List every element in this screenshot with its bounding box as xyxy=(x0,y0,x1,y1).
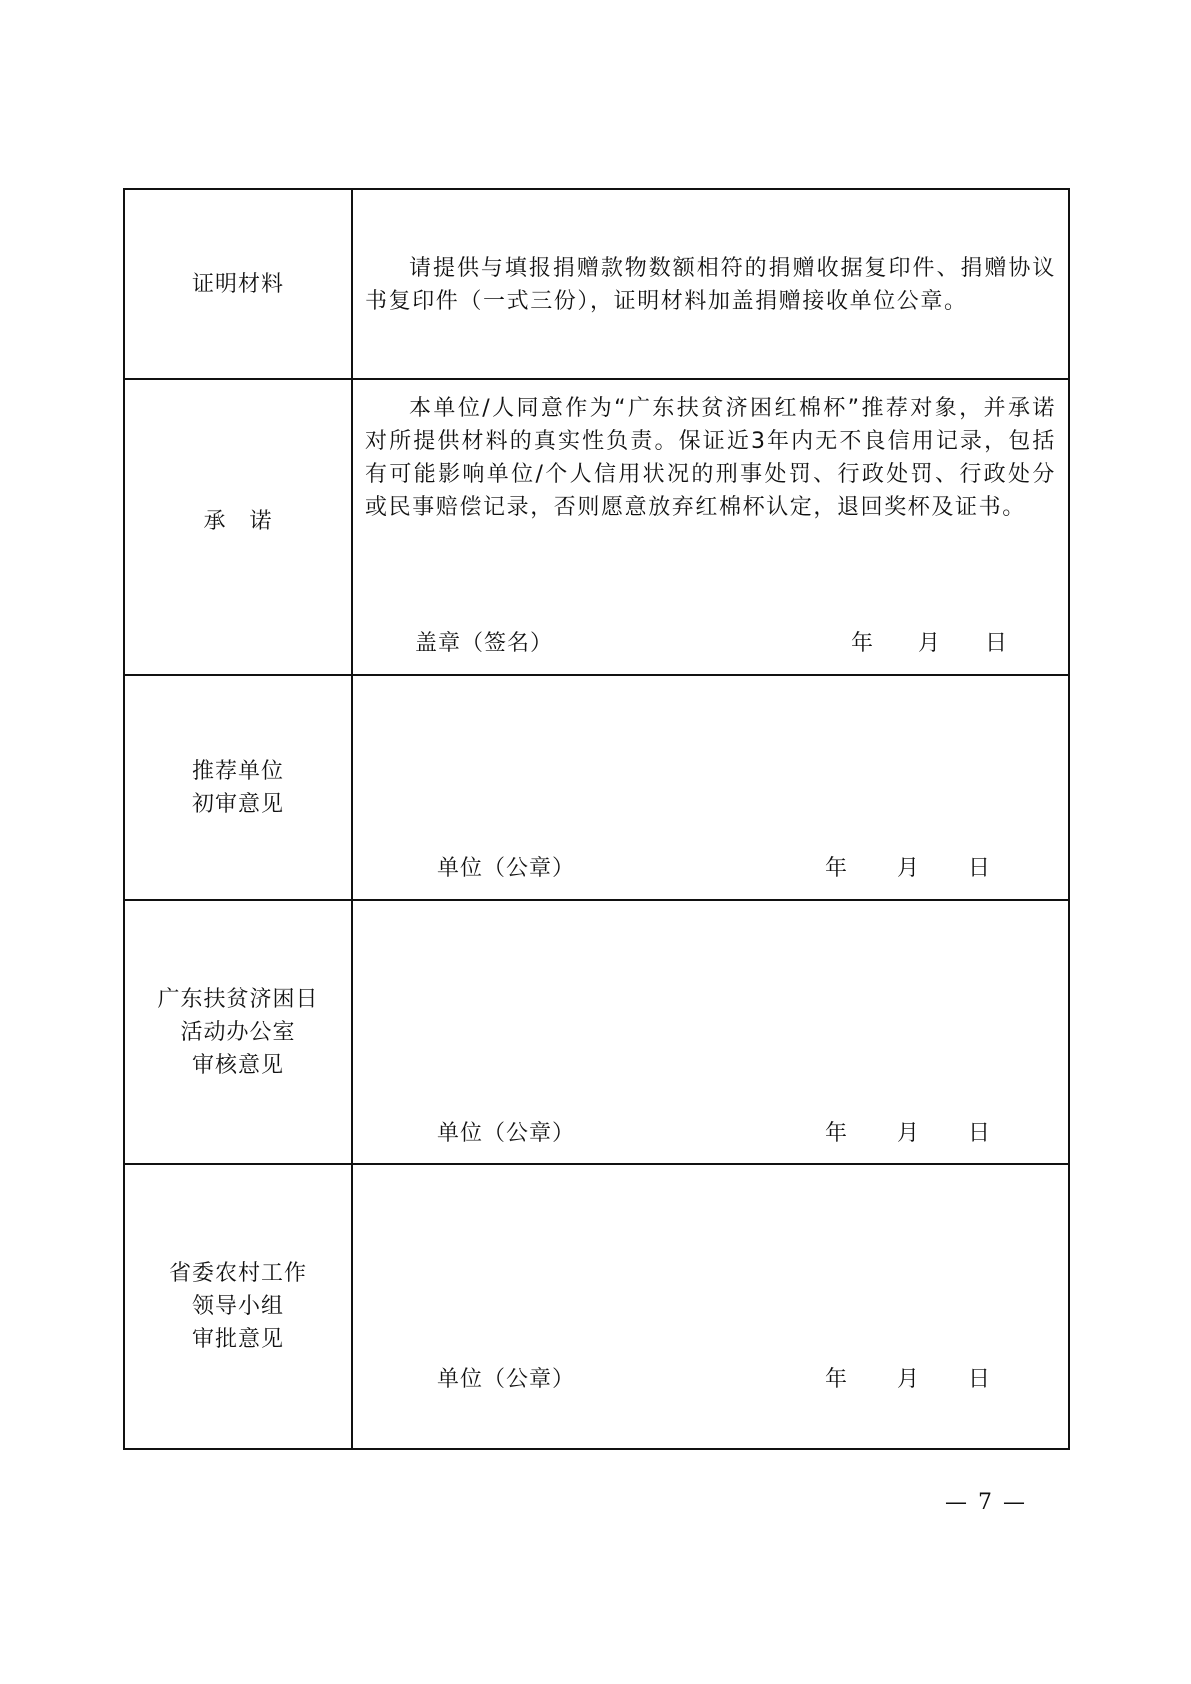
form-row-office-review xyxy=(124,900,1069,1164)
label-commitment xyxy=(124,379,352,675)
label-line: 承 诺 xyxy=(203,508,273,534)
initial-review-seal-line xyxy=(353,854,1068,884)
unit-seal-label: 单位（公章） xyxy=(437,1367,576,1392)
form-row-initial-review xyxy=(124,675,1069,900)
form-row-commitment xyxy=(124,379,1069,675)
label-line: 证明材料 xyxy=(191,271,284,297)
year-label: 年 xyxy=(825,856,848,881)
label-final-approval xyxy=(124,1164,352,1449)
label-line: 推荐单位 xyxy=(191,758,284,784)
month-label: 月 xyxy=(897,1367,920,1392)
day-label: 日 xyxy=(968,1367,991,1392)
label-office-review xyxy=(124,900,352,1164)
unit-seal-label: 单位（公章） xyxy=(437,1121,576,1146)
label-line: 活动办公室 xyxy=(180,1019,296,1045)
final-approval-seal-line xyxy=(353,1365,1068,1395)
label-line: 审核意见 xyxy=(191,1052,284,1078)
year-label: 年 xyxy=(851,631,874,656)
initial-review-content xyxy=(352,675,1069,900)
form-row-final-approval xyxy=(124,1164,1069,1449)
supporting-materials-content xyxy=(352,189,1069,379)
signature-seal-label: 盖章（签名） xyxy=(415,631,554,656)
label-line: 初审意见 xyxy=(191,791,284,817)
year-label: 年 xyxy=(825,1121,848,1146)
commitment-signature-line xyxy=(353,629,1068,659)
page-number: — 7 — xyxy=(945,1490,1027,1515)
day-label: 日 xyxy=(985,631,1008,656)
commitment-text: 本单位/人同意作为“广东扶贫济困红棉杯”推荐对象，并承诺对所提供材料的真实性负责。保证近3年内无不良信用记录，包括有可能影响单位/个人信用状况的刑事处罚、行政处罚、行政处分或民事赔偿记录，否则愿意放弃红棉杯认定，退回奖杯及证书。 xyxy=(365,396,1056,520)
office-review-content xyxy=(352,900,1069,1164)
unit-seal-label: 单位（公章） xyxy=(437,856,576,881)
label-line: 审批意见 xyxy=(191,1327,284,1352)
label-line: 领导小组 xyxy=(191,1294,284,1319)
label-supporting-materials xyxy=(124,189,352,379)
supporting-materials-text: 请提供与填报捐赠款物数额相符的捐赠收据复印件、捐赠协议书复印件（一式三份），证明材料加盖捐赠接收单位公章。 xyxy=(365,256,1056,314)
label-initial-review xyxy=(124,675,352,900)
form-row-supporting-materials xyxy=(124,189,1069,379)
day-label: 日 xyxy=(968,1121,991,1146)
day-label: 日 xyxy=(968,856,991,881)
application-form-table xyxy=(123,188,1070,1450)
label-line: 广东扶贫济困日 xyxy=(157,986,319,1012)
year-label: 年 xyxy=(825,1367,848,1392)
final-approval-content xyxy=(352,1164,1069,1449)
office-review-seal-line xyxy=(353,1119,1068,1149)
label-line: 省委农村工作 xyxy=(168,1261,307,1286)
month-label: 月 xyxy=(897,1121,920,1146)
month-label: 月 xyxy=(897,856,920,881)
commitment-content xyxy=(352,379,1069,675)
month-label: 月 xyxy=(918,631,941,656)
